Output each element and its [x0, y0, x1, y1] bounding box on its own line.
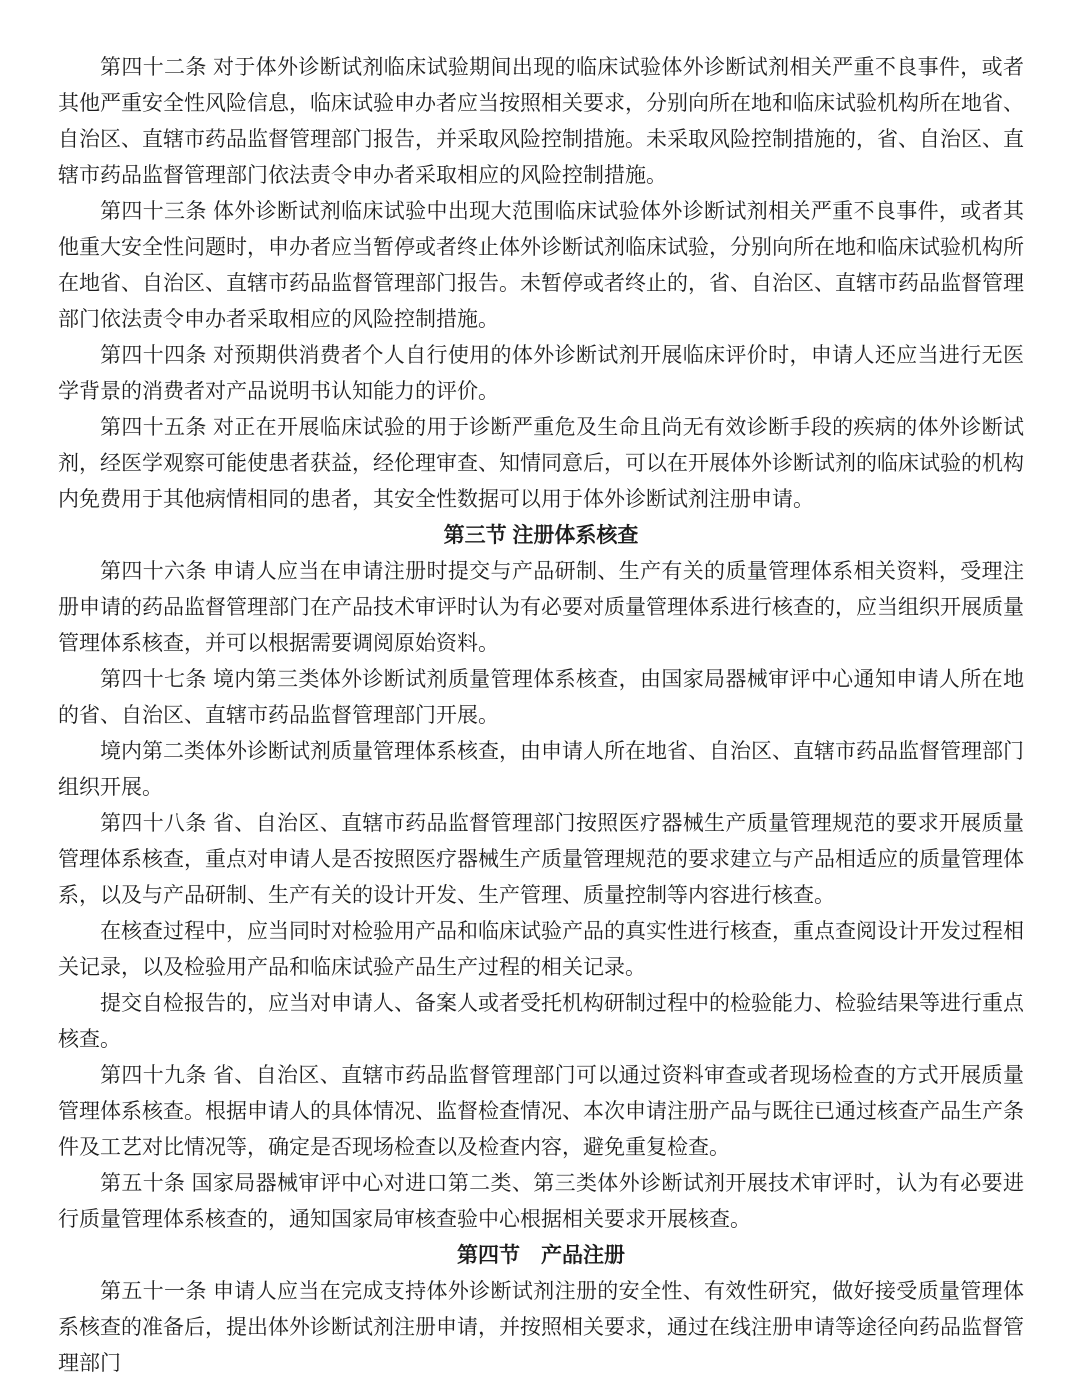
- article-paragraph: 第四十六条 申请人应当在申请注册时提交与产品研制、生产有关的质量管理体系相关资料，受理注册申请的药品监督管理部门在产品技术审评时认为有必要对质量管理体系进行核查的，应当组织开展质量管理体系核查，并可以根据需要调阅原始资料。: [58, 560, 1024, 655]
- article-paragraph: 第四十二条 对于体外诊断试剂临床试验期间出现的临床试验体外诊断试剂相关严重不良事件，或者其他严重安全性风险信息，临床试验申办者应当按照相关要求，分别向所在地和临床试验机构所在地省、自治区、直辖市药品监督管理部门报告，并采取风险控制措施。未采取风险控制措施的，省、自治区、直辖市药品监督管理部门依法责令申办者采取相应的风险控制措施。: [58, 56, 1024, 187]
- article-paragraph: 第四十五条 对正在开展临床试验的用于诊断严重危及生命且尚无有效诊断手段的疾病的体外诊断试剂，经医学观察可能使患者获益，经伦理审查、知情同意后，可以在开展体外诊断试剂的临床试验的机构内免费用于其他病情相同的患者，其安全性数据可以用于体外诊断试剂注册申请。: [58, 416, 1024, 511]
- article-paragraph: 第四十九条 省、自治区、直辖市药品监督管理部门可以通过资料审查或者现场检查的方式开展质量管理体系核查。根据申请人的具体情况、监督检查情况、本次申请注册产品与既往已通过核查产品生产条件及工艺对比情况等，确定是否现场检查以及检查内容，避免重复检查。: [58, 1064, 1024, 1159]
- section-heading: 第三节 注册体系核查: [443, 524, 639, 547]
- article-paragraph: 第四十八条 省、自治区、直辖市药品监督管理部门按照医疗器械生产质量管理规范的要求开展质量管理体系核查，重点对申请人是否按照医疗器械生产质量管理规范的要求建立与产品相适应的质量管理体系，以及与产品研制、生产有关的设计开发、生产管理、质量控制等内容进行核查。: [58, 812, 1024, 907]
- article-paragraph: 境内第二类体外诊断试剂质量管理体系核查，由申请人所在地省、自治区、直辖市药品监督管理部门组织开展。: [58, 740, 1024, 799]
- article-paragraph: 第四十七条 境内第三类体外诊断试剂质量管理体系核查，由国家局器械审评中心通知申请人所在地的省、自治区、直辖市药品监督管理部门开展。: [58, 668, 1024, 727]
- article-paragraph: 第四十四条 对预期供消费者个人自行使用的体外诊断试剂开展临床评价时，申请人还应当进行无医学背景的消费者对产品说明书认知能力的评价。: [58, 344, 1024, 403]
- article-paragraph: 在核查过程中，应当同时对检验用产品和临床试验产品的真实性进行核查，重点查阅设计开发过程相关记录，以及检验用产品和临床试验产品生产过程的相关记录。: [58, 920, 1024, 979]
- document-body: [58, 50, 1024, 1382]
- article-paragraph: 第四十三条 体外诊断试剂临床试验中出现大范围临床试验体外诊断试剂相关严重不良事件，或者其他重大安全性问题时，申办者应当暂停或者终止体外诊断试剂临床试验，分别向所在地和临床试验机构所在地省、自治区、直辖市药品监督管理部门报告。未暂停或者终止的，省、自治区、直辖市药品监督管理部门依法责令申办者采取相应的风险控制措施。: [58, 200, 1024, 331]
- article-paragraph: 第五十条 国家局器械审评中心对进口第二类、第三类体外诊断试剂开展技术审评时，认为有必要进行质量管理体系核查的，通知国家局审核查验中心根据相关要求开展核查。: [58, 1172, 1024, 1231]
- article-paragraph: 提交自检报告的，应当对申请人、备案人或者受托机构研制过程中的检验能力、检验结果等进行重点核查。: [58, 992, 1024, 1051]
- article-paragraph: 第五十一条 申请人应当在完成支持体外诊断试剂注册的安全性、有效性研究，做好接受质量管理体系核查的准备后，提出体外诊断试剂注册申请，并按照相关要求，通过在线注册申请等途径向药品监督管理部门: [58, 1280, 1024, 1375]
- section-heading: 第四节 产品注册: [457, 1244, 625, 1267]
